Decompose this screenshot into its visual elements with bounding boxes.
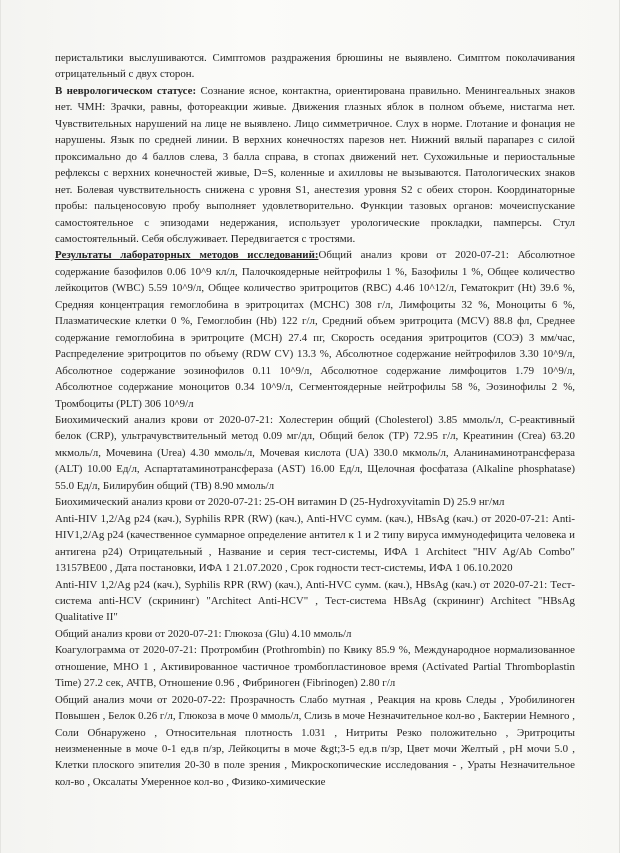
lab-hiv-1: Anti-HIV 1,2/Ag p24 (кач.), Syphilis RPR (RW) (кач.), Anti-HVC сумм. (кач.), HBsAg (кач.) от 2020-07-21: Anti-HIV1,2/Ag p24 (качественное суммарное определение антител к 1 и 2 типу вируса иммунодефицита человека и антигена p24) Отрицательный , Название и серия тест-системы, ИФА 1 Architect "HIV Ag/Ab Combo" 13157BE00 , Дата постановки, ИФА 1 21.07.2020 , Срок годности тест-системы, ИФА 1 06.10.2020: [55, 512, 575, 575]
neuro-status-text: Сознание ясное, контактна, ориентирована правильно. Менингеальных знаков нет. ЧМН: Зрачки, равны, фотореакции живые. Движения глазных яблок в полном объеме, нистагма нет. Чувствительных нарушений на лице не выявлено. Лицо симметричное. Слух в норме. Глотание и фонация не нарушены. Язык по средней линии. В верхних конечностях парезов нет. Нижний вялый парапарез с силой проксимально до 4 баллов слева, 3 балла справа, в стопах движений нет. Сухожильные и периостальные рефлексы с верхних конечностей живые, D=S, коленные и ахилловы не вызываются. Патологических знаков нет. Болевая чувствительность снижена с уровня S1, анестезия уровня S2 с обеих сторон. Координаторные пробы: пальценосовую пробу выполняет удовлетворительно. Функции тазовых органов: мочеиспускание самостоятельное с эпизодами недержания, использует урологические прокладки, памперсы. Стул самостоятельный. Себя обслуживает. Передвигается с тростями.: [55, 84, 575, 245]
lab-urinalysis: Общий анализ мочи от 2020-07-22: Прозрачность Слабо мутная , Реакция на кровь Следы , Уробилиноген Повышен , Белок 0.26 г/л, Глюкоза в моче 0 ммоль/л, Слизь в моче Незначительное кол-во , Бактерии Немного , Соли Обнаружено , Относительная плотность 1.031 , Нитриты Резко положительно , Эритроциты неизмененные в моче 0-1 ед.в п/зр, Лейкоциты в моче &gt;3-5 ед.в п/зр, Цвет мочи Желтый , pH мочи 5.0 , Клетки плоского эпителия 20-30 в поле зрения , Микроскопические исследования - , Ураты Незначительное кол-во , Оксалаты Умеренное кол-во , Физико-химические: [55, 693, 575, 788]
lab-hiv-2: Anti-HIV 1,2/Ag p24 (кач.), Syphilis RPR (RW) (кач.), Anti-HVC сумм. (кач.), HBsAg (кач.) от 2020-07-21: Тест-система anti-HCV (скрининг) "Architect Anti-HCV" , Тест-система HBsAg (скрининг) Architect "HBsAg Qualitative II": [55, 578, 575, 624]
lab-glucose: Общий анализ крови от 2020-07-21: Глюкоза (Glu) 4.10 ммоль/л: [55, 627, 352, 640]
status-continuation: перистальтики выслушиваются. Симптомов раздражения брюшины не выявлено. Симптом поколачивания отрицательный с двух сторон.: [55, 52, 575, 81]
lab-biochem-1: Биохимический анализ крови от 2020-07-21: Холестерин общий (Cholesterol) 3.85 ммоль/л, С-реактивный белок (CRP), ультрачувствительный метод 0.09 мг/дл, Общий белок (TP) 72.95 г/л, Креатинин (Crea) 63.20 мкмоль/л, Мочевина (Urea) 4.30 ммоль/л, Мочевая кислота (UA) 330.0 мкмоль/л, Аланинаминотрансфераза (ALT) 10.00 Ед/л, Аспартатаминотрансфераза (AST) 16.00 Ед/л, Щелочная фосфатаза (Alkaline phosphatase) 55.0 Ед/л, Билирубин общий (TB) 8.90 ммоль/л: [55, 413, 575, 492]
lab-coagulogram: Коагулограмма от 2020-07-21: Протромбин (Prothrombin) по Квику 85.9 %, Международное нормализованное отношение, МНО 1 , Активированное частичное тромбопластиновое время (Activated Partial Thromboplastin Time) 27.2 сек, АЧТВ, Отношение 0.96 , Фибриноген (Fibrinogen) 2.80 г/л: [55, 644, 575, 690]
lab-biochem-2: Биохимический анализ крови от 2020-07-21: 25-OH витамин D (25-Hydroxyvitamin D) 25.9 нг/мл: [55, 496, 505, 509]
lab-results-paragraph: [55, 247, 575, 412]
lab-cbc-text: Общий анализ крови от 2020-07-21: Абсолютное содержание базофилов 0.06 10^9 кл/л, Палочкоядерные нейтрофилы 1 %, Базофилы 1 %, Общее количество лейкоцитов (WBC) 5.59 10^9/л, Общее количество эритроцитов (RBC) 4.46 10^12/л, Гематокрит (Ht) 39.6 %, Средняя концентрация гемоглобина в эритроцитах (MCHC) 308 г/л, Лимфоциты 32 %, Моноциты 6 %, Плазматические клетки 0 %, Гемоглобин (Hb) 122 г/л, Средний объем эритроцита (MCV) 88.8 фл, Среднее содержание гемоглобина в эритроците (MCH) 27.4 пг, Скорость оседания эритроцитов (СОЭ) 3 мм/час, Распределение эритроцитов по объему (RDW CV) 13.3 %, Абсолютное содержание нейтрофилов 3.30 10^9/л, Абсолютное содержание эозинофилов 0.11 10^9/л, Абсолютное содержание лимфоцитов 1.79 10^9/л, Абсолютное содержание моноцитов 0.34 10^9/л, Сегментоядерные нейтрофилы 58 %, Эозинофилы 2 %, Тромбоциты (PLT) 306 10^9/л: [55, 249, 575, 410]
lab-results-label: Результаты лабораторных методов исследований:: [55, 249, 319, 262]
neuro-status-paragraph: [55, 83, 575, 248]
neuro-status-label: В неврологическом статусе:: [55, 84, 197, 97]
document-body: [55, 50, 575, 790]
